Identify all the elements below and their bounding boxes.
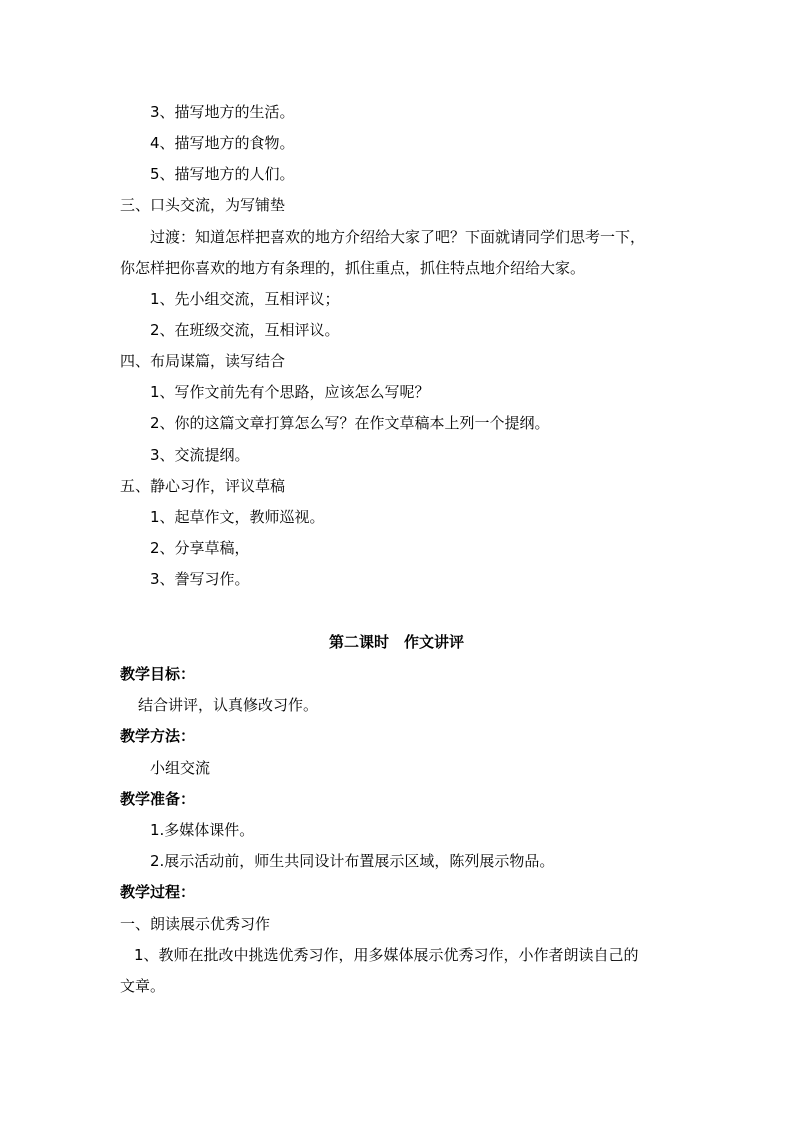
label-teaching-goal: 教学目标： bbox=[120, 665, 196, 683]
paragraph-line: 过渡：知道怎样把喜欢的地方介绍给大家了吧？下面就请同学们思考一下， bbox=[150, 228, 646, 246]
list-item: 5、描写地方的人们。 bbox=[150, 165, 295, 183]
paragraph-line: 文章。 bbox=[120, 977, 166, 995]
paragraph-line: 你怎样把你喜欢的地方有条理的，抓住重点，抓住特点地介绍给大家。 bbox=[120, 259, 586, 277]
list-item: 1、写作文前先有个思路，应该怎么写呢？ bbox=[150, 383, 430, 401]
paragraph-line: 1、教师在批改中挑选优秀习作，用多媒体展示优秀习作，小作者朗读自己的 bbox=[134, 946, 639, 964]
list-item: 4、描写地方的食物。 bbox=[150, 134, 295, 152]
section-heading: 五、静心习作，评议草稿 bbox=[120, 477, 286, 495]
list-item: 2、分享草稿， bbox=[150, 539, 250, 557]
list-item: 3、交流提纲。 bbox=[150, 446, 250, 464]
list-item: 2、你的这篇文章打算怎么写？在作文草稿本上列一个提纲。 bbox=[150, 414, 550, 432]
list-item: 2、在班级交流，互相评议。 bbox=[150, 321, 340, 339]
list-item: 1、起草作文，教师巡视。 bbox=[150, 508, 325, 526]
paragraph-line: 结合讲评，认真修改习作。 bbox=[138, 696, 319, 714]
section-heading: 三、口头交流，为写铺垫 bbox=[120, 196, 286, 214]
label-teaching-prep: 教学准备： bbox=[120, 790, 196, 808]
list-item: 3、描写地方的生活。 bbox=[150, 103, 295, 121]
list-item: 3、誊写习作。 bbox=[150, 570, 250, 588]
lesson-title: 第二课时 作文讲评 bbox=[328, 633, 464, 651]
list-item: 1.多媒体课件。 bbox=[150, 821, 255, 839]
paragraph-line: 小组交流 bbox=[150, 759, 211, 777]
label-teaching-method: 教学方法： bbox=[120, 727, 196, 745]
list-item: 2.展示活动前，师生共同设计布置展示区域，陈列展示物品。 bbox=[150, 852, 555, 870]
label-teaching-process: 教学过程： bbox=[120, 883, 196, 901]
section-heading: 一、朗读展示优秀习作 bbox=[120, 915, 271, 933]
list-item: 1、先小组交流，互相评议； bbox=[150, 290, 340, 308]
section-heading: 四、布局谋篇，读写结合 bbox=[120, 352, 286, 370]
